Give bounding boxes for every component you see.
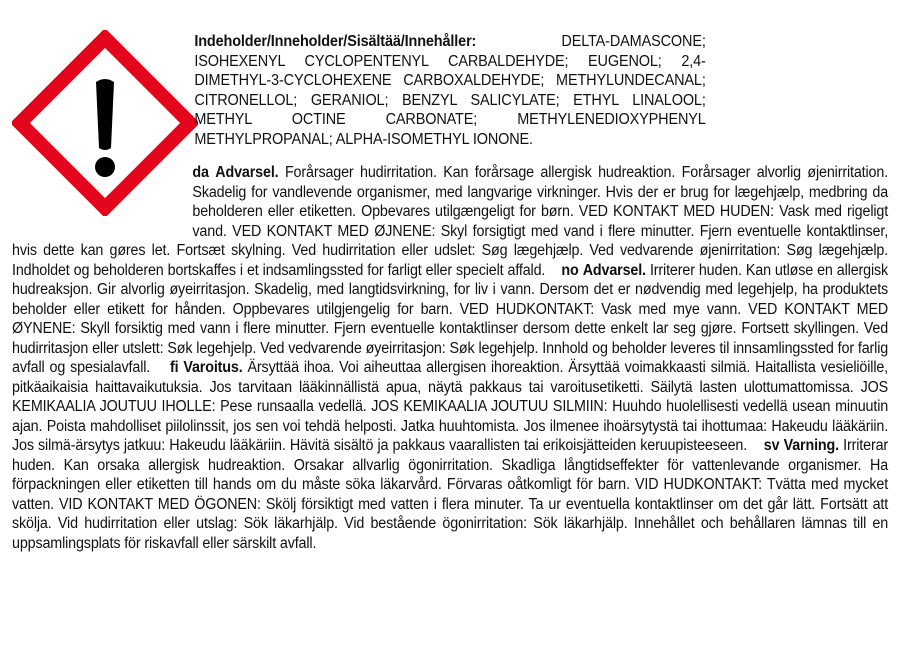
warning-text: Ärsyttää ihoa. Voi aiheuttaa allergisen ihoreaktion. Ärsyttää voimakkaasti silmiä. Haitallista vesieliöille, pitkäaikaisia haittavaikutuksia. Jos tarvitaan lääkinnällistä apua, näytä pakkaus tai varoitusetiketti. Säilytä lasten ulottumattomissa. JOS KEMIKAALIA JOUTUU IHOLLE: Pese runsaalla vedellä. JOS KEMIKAALIA JOUTUU SILMIIN: Huuhdo huolellisesti vedellä usean minuutin ajan. Poista mahdolliset piilolinssit, jos sen voi tehdä helposti. Jatka huuhtomista. Jos ilmenee ihoärsytystä tai ihottumaa: Hakeudu lääkäriin. Jos silmä-ärsytys jatkuu: Hakeudu lääkäriin. Hävitä sisältö ja pakkaus vaarallisten tai erikoisjätteiden keruupisteeseen. bbox=[12, 359, 889, 454]
warning-text: Irriterer huden. Kan utløse en allergisk hudreaksjon. Gir alvorlig øyeirritasjon. Skadelig, med langtidsvirkning, for liv i vann. Dersom det er nødvendig med legehjelp, ha produktets beholder eller etikett for hånden. Oppbevares utilgjengelig for barn. VED HUDKONTAKT: Vask med mye vann. VED KONTAKT MED ØYNENE: Skyll forsiktig med vann i flere minutter. Fjern eventuelle kontaktlinser dersom dette enkelt lar seg gjøre. Fortsett skyllingen. Ved hudirritasjon eller utslett: Søk legehjelp. Ved vedvarende øyeirritasjon: Søk legehjelp. Innhold og beholder leveres til innsamlingssted for farlig avfall og spesialavfall. bbox=[12, 261, 889, 376]
language-code: no bbox=[561, 261, 579, 279]
warning-sv bbox=[12, 437, 888, 552]
ingredients-list: DELTA-DAMASCONE; ISOHEXENYL CYCLOPENTENYL CARBALDEHYDE; EUGENOL; 2,4-DIMETHYL-3-CYCLOHEXENE CARBOXALDEHYDE; METHYLUNDECANAL; CITRONELLOL; GERANIOL; BENZYL SALICYLATE; ETHYL LINALOOL; METHYL OCTINE CARBONATE; METHYLENEDIOXYPHENYL METHYLPROPANAL; ALPHA-ISOMETHYL IONONE. bbox=[194, 33, 706, 148]
warnings-paragraph bbox=[12, 163, 888, 553]
ingredients-paragraph bbox=[12, 32, 706, 149]
language-code: sv bbox=[763, 437, 780, 454]
warning-text: Forårsager hudirritation. Kan forårsage allergisk hudreaktion. Forårsager alvorlig øjenirritation. Skadelig for vandlevende organismer, med langvarige virkninger. Hvis der er brug for lægehjælp, medbring da beholderen eller etiketten. Opbevares utilgængeligt for børn. VED KONTAKT MED HUDEN: Vask med rigeligt vand. VED KONTAKT MED ØJNENE: Skyl forsigtigt med vand i flere minutter. Fjern eventuelle kontaktlinser, hvis dette kan gøres let. Fortsæt skylning. Ved hudirritation eller udslet: Søg lægehjælp. Ved vedvarende øjenirritation: Søg lægehjælp. Indholdet og beholderen bortskaffes i et indsamlingssted for farligt eller specielt affald. bbox=[12, 164, 889, 279]
warning-text: Irriterar huden. Kan orsaka allergisk hudreaktion. Orsakar allvarlig ögonirritation. Skadliga långtidseffekter för vattenlevande organismer. Ha förpackningen eller etiketten till hands om du måste söka läkarvård. Förvaras oåtkomligt för barn. VID HUDKONTAKT: Tvätta med mycket vatten. VID KONTAKT MED ÖGONEN: Skölj försiktigt med vatten i flera minuter. Ta ur eventuella kontaktlinser om det går lätt. Fortsätt att skölja. Vid hudirritation eller utslag: Sök läkarhjälp. Vid bestående ögonirritation: Sök läkarhjälp. Innehållet och behållaren lämnas till en uppsamlingsplats för riskavfall eller särskilt avfall. bbox=[12, 437, 889, 552]
signal-word: Advarsel. bbox=[215, 164, 279, 181]
signal-word: Varning. bbox=[783, 437, 839, 454]
language-code: fi bbox=[169, 359, 179, 376]
ingredients-heading: Indeholder/Inneholder/Sisältää/Innehåller: bbox=[194, 33, 477, 50]
signal-word: Varoitus. bbox=[183, 359, 243, 376]
signal-word: Advarsel. bbox=[582, 261, 646, 279]
language-code: da bbox=[192, 164, 209, 181]
